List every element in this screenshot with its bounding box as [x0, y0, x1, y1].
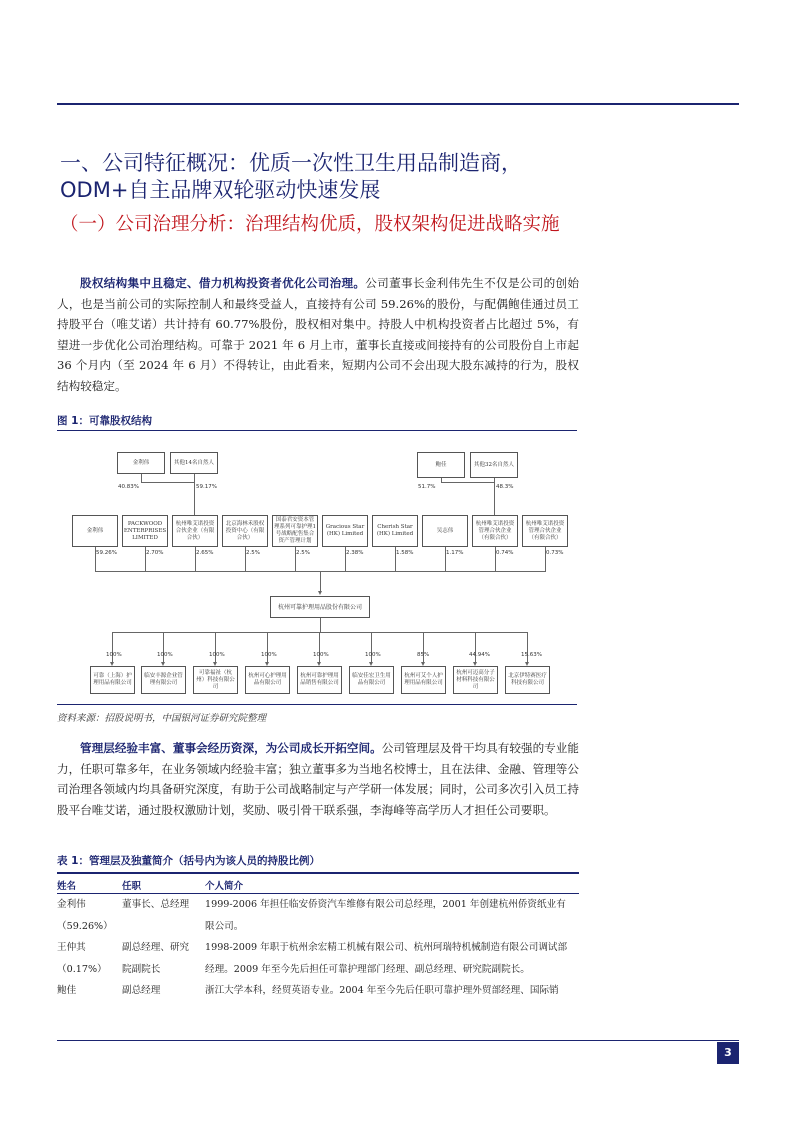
subsidiary-pct: 44.94%	[469, 652, 490, 658]
paragraph-ownership	[57, 273, 579, 397]
paragraph-management	[57, 738, 579, 820]
connector	[320, 571, 321, 592]
shareholder-pct: 2.5%	[296, 550, 310, 556]
subsidiary-pct: 15.63%	[521, 652, 542, 658]
cell-role: 副总经理、研究	[122, 942, 190, 953]
shareholder-box: 杭州唯艾诺投资合伙企业（有限合伙）	[172, 515, 218, 547]
subsidiary-pct: 100%	[157, 652, 173, 658]
shareholder-pct: 1.17%	[446, 550, 464, 556]
connector	[441, 482, 495, 483]
table-caption: 表 1：管理层及独董简介（括号内为该人员的持股比例）	[57, 855, 320, 867]
cell-bio-cont: 限公司。	[205, 921, 244, 932]
connector	[195, 559, 196, 571]
subsidiary-box: 可靠（上海）护理用品有限公司	[90, 666, 135, 694]
cell-bio: 1999-2006 年担任临安侨资汽车维修有限公司总经理，2001 年创建杭州侨资纸业有	[205, 899, 566, 910]
paragraph-body: 公司董事长金利伟先生不仅是公司的创始人，也是当前公司的实际控制人和最终受益人，直接持有公司 59.26%的股份，与配偶鲍佳通过员工持股平台（唯艾诺）共计持有 60.77%股份，股权相对集中。持股人中机构投资者占比超过 5%，有望进一步优化公司治理结构。可靠于 2021 年 6 月上市，董事长直接或间接持有的公司股份自上市起 36 个月内（至 2024 年 6 月）不得转让，由此看来，短期内公司不会出现大股东减持的行为，股权结构较稳定。	[57, 276, 579, 393]
subsidiary-box: 杭州可心护理用品有限公司	[245, 666, 290, 694]
subsidiary-pct: 100%	[209, 652, 225, 658]
cell-name-pct: （59.26%）	[57, 921, 113, 932]
subsidiary-box: 杭州可靠护理用品销售有限公司	[297, 666, 342, 694]
connector	[295, 559, 296, 571]
connector	[194, 474, 195, 482]
cell-name: 王仲其	[57, 942, 86, 953]
shareholder-pct: 0.74%	[496, 550, 514, 556]
arrow-icon	[318, 591, 322, 595]
section-heading: 一、公司特征概况：优质一次性卫生用品制造商，ODM+自主品牌双轮驱动快速发展	[60, 151, 522, 202]
shareholder-pct: 2.5%	[246, 550, 260, 556]
cell-role-cont: 院副院长	[122, 964, 161, 975]
shareholder-box: 吴志伟	[422, 515, 468, 547]
subsidiary-box: 可靠福祉（杭州）科技有限公司	[193, 666, 238, 694]
cell-name: 金利伟	[57, 899, 86, 910]
subsidiary-box: 临安丰源企业管理有限公司	[141, 666, 186, 694]
pct-bao: 51.7%	[418, 484, 436, 490]
connector	[495, 559, 496, 571]
shareholder-box: 杭州唯艾诺投资管理合伙企业（有限合伙）	[472, 515, 518, 547]
connector	[141, 482, 195, 483]
footer-rule	[57, 1040, 739, 1041]
cell-bio: 浙江大学本科，经贸英语专业。2004 年至今先后任职可靠护理外贸部经理、国际销	[205, 985, 559, 996]
shareholder-box: Cherish Star (HK) Limited	[372, 515, 418, 547]
table-header-bio: 个人简介	[205, 881, 244, 892]
table-header-role: 任职	[122, 881, 142, 892]
shareholder-box: PACKWOOD ENTERPRISES LIMITED	[122, 515, 168, 547]
connector	[95, 559, 96, 571]
subsidiary-pct: 85%	[417, 652, 430, 658]
header-rule	[57, 103, 739, 105]
shareholder-box: 国泰君安资本管理系列可靠护理1号战略配售集合资产管理计划	[272, 515, 318, 547]
subsidiary-box: 临安佳宏卫生用品有限公司	[349, 666, 394, 694]
figure-rule-top	[57, 430, 577, 431]
shareholder-pct: 2.65%	[196, 550, 214, 556]
shareholder-pct: 2.38%	[346, 550, 364, 556]
holder-others14-box: 其他14名自然人	[170, 452, 218, 474]
shareholder-pct: 1.58%	[396, 550, 414, 556]
connector	[145, 559, 146, 571]
paragraph-body: 公司管理层及骨干均具有较强的专业能力，任职可靠多年，在业务领域内经验丰富；独立董事多为当地名校博士，且在法律、金融、管理等公司治理各领域内均具备研究深度，有助于公司战略制定与产学研一体发展；同时，公司多次引入员工持股平台唯艾诺，通过股权激励计划，奖励、吸引骨干联系强，李海峰等高学历人才担任公司要职。	[57, 741, 579, 817]
shareholder-box: Gracious Star (HK) Limited	[322, 515, 368, 547]
subsidiary-pct: 100%	[313, 652, 329, 658]
holder-jin-box: 金利伟	[117, 452, 165, 474]
shareholder-pct: 59.26%	[96, 550, 117, 556]
connector	[141, 474, 142, 482]
pct-others14: 59.17%	[196, 484, 217, 490]
subsection-heading: （一）公司治理分析：治理结构优质，股权架构促进战略实施	[60, 214, 560, 235]
connector	[545, 559, 546, 571]
connector	[445, 559, 446, 571]
subsidiary-box: 杭州可艾个人护理用品有限公司	[401, 666, 446, 694]
paragraph-lead: 股权结构集中且稳定、借力机构投资者优化公司治理。	[80, 276, 366, 290]
connector	[112, 632, 528, 633]
table-rule-top	[57, 872, 579, 874]
table-header-name: 姓名	[57, 881, 77, 892]
company-box: 杭州可靠护理用品股份有限公司	[270, 596, 370, 618]
subsidiary-box: 北京伊特赛医疗科技有限公司	[505, 666, 550, 694]
connector	[194, 483, 195, 515]
shareholder-pct: 0.73%	[546, 550, 564, 556]
shareholder-box: 北京海林禾股权投资中心（有限合伙）	[222, 515, 268, 547]
connector	[345, 559, 346, 571]
connector	[245, 559, 246, 571]
shareholder-box: 金利伟	[72, 515, 118, 547]
pct-others32: 48.3%	[496, 484, 514, 490]
connector	[395, 559, 396, 571]
subsidiary-pct: 100%	[261, 652, 277, 658]
figure-caption: 图 1：可靠股权结构	[57, 415, 152, 427]
pct-jin: 40.83%	[118, 484, 139, 490]
holder-bao-box: 鲍佳	[417, 452, 465, 478]
connector	[320, 618, 321, 632]
shareholder-box: 杭州唯艾诺投资管理合伙企业（有限合伙）	[522, 515, 568, 547]
subsidiary-pct: 100%	[365, 652, 381, 658]
figure-rule-bottom	[57, 704, 577, 705]
cell-name-pct: （0.17%）	[57, 964, 107, 975]
page-number: 3	[717, 1042, 739, 1064]
cell-bio-cont: 经理。2009 年至今先后担任可靠护理部门经理、副总经理、研究院副院长。	[205, 964, 530, 975]
subsidiary-box: 杭州可迈高分子材料科技有限公司	[453, 666, 498, 694]
paragraph-lead: 管理层经验丰富、董事会经历资深，为公司成长开拓空间。	[80, 741, 382, 755]
holder-others32-box: 其他32名自然人	[470, 452, 518, 478]
shareholder-pct: 2.70%	[146, 550, 164, 556]
cell-role: 董事长、总经理	[122, 899, 190, 910]
cell-bio: 1998-2009 年职于杭州余宏精工机械有限公司、杭州珂瑞特机械制造有限公司调试部	[205, 942, 568, 953]
figure-source: 资料来源：招股说明书，中国银河证券研究院整理	[57, 713, 267, 724]
subsidiary-pct: 100%	[106, 652, 122, 658]
cell-name: 鲍佳	[57, 985, 77, 996]
cell-role: 副总经理	[122, 985, 161, 996]
connector	[494, 483, 495, 515]
